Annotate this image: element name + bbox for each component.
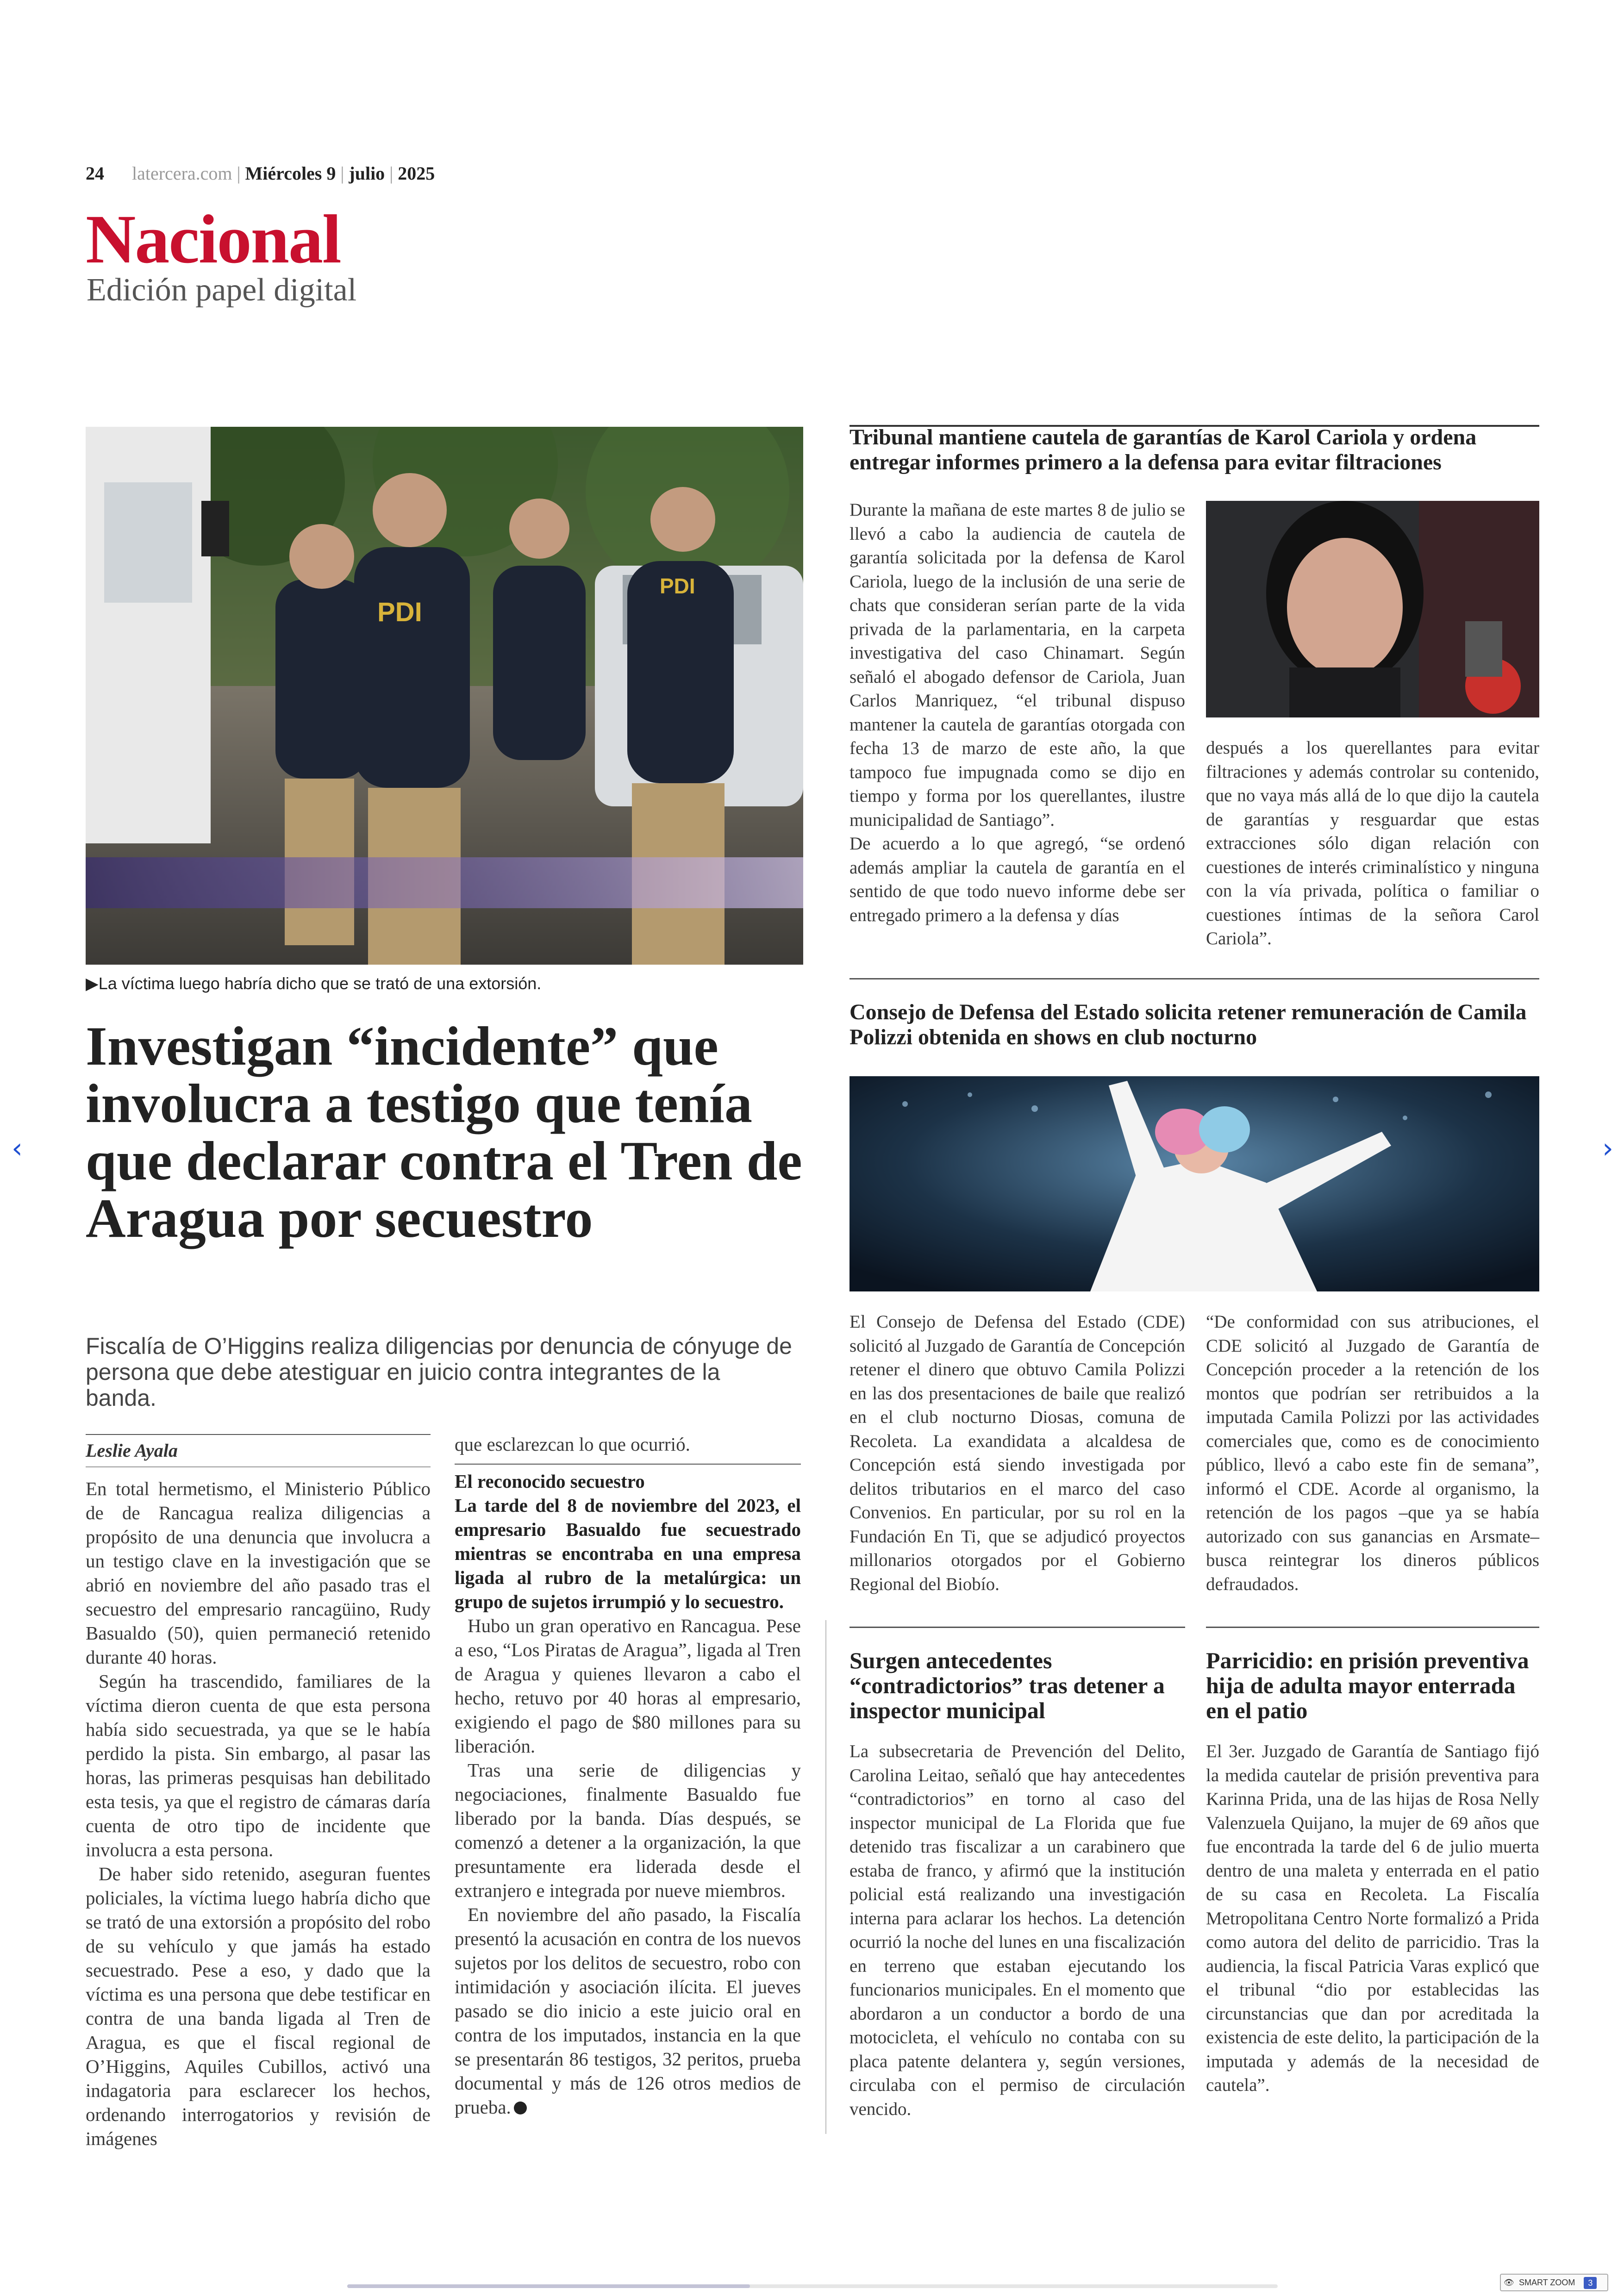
date-weekday: Miércoles 9	[245, 163, 336, 184]
main-subhead: El reconocido secuestro	[455, 1471, 645, 1492]
end-mark-icon	[514, 2102, 527, 2114]
parricidio-body	[1206, 1740, 1539, 2097]
chevron-right-icon: ›	[1602, 1132, 1613, 1165]
byline-rule-bottom	[86, 1466, 431, 1467]
main-col2-intro: que esclarezcan lo que ocurrió.	[455, 1434, 690, 1455]
parricidio-headline: Parricidio: en prisión preventiva hija de adulta mayor enterrada en el patio	[1206, 1647, 1529, 1723]
caption-text: La víctima luego habría dicho que se trató de una extorsión.	[98, 974, 542, 993]
cariola-photo	[1206, 501, 1539, 717]
cariola-paragraph: De acuerdo a lo que agregó, “se ordenó además ampliar la cautela de garantía en el sentido de que todo nuevo informe debe ser entregado primero a la defensa y días	[849, 834, 1185, 925]
cariola-paragraph-2: después a los querellantes para evitar filtraciones y además controlar su contenido, que no vaya más allá de lo que dijo la cautela de garantías y resguardar que estas extracciones sólo digan relación con cuestiones de interés criminalístico y ninguna con la vía privada, política o familiar o cuestiones íntimas de la señora Carol Cariola”.	[1206, 738, 1539, 948]
polizzi-photo	[849, 1076, 1539, 1291]
date-year: 2025	[398, 163, 435, 184]
main-headline: Investigan “incidente” que involucra a testigo que tenía que declarar contra el Tren de Aragua por secuestro	[86, 1015, 802, 1249]
main-story-column-2	[455, 1432, 801, 2119]
main-col2-paragraph: Hubo un gran operativo en Rancagua. Pese a eso, “Los Piratas de Aragua”, ligada al Tren de Aragua y quienes llevaron a cabo el hecho, retuvo por 40 horas al empresario, exigiendo el pago de $80 millones para su liberación.	[455, 1615, 801, 1757]
inspector-body	[849, 1740, 1185, 2121]
smart-zoom-control[interactable]	[1500, 2274, 1608, 2291]
portrait-image	[1206, 501, 1539, 717]
inspector-top-rule	[849, 1627, 1185, 1628]
page-number: 24	[86, 163, 104, 184]
smart-zoom-label: SMART ZOOM	[1519, 2278, 1575, 2287]
main-photo-caption	[86, 973, 541, 994]
cariola-paragraph: Durante la mañana de este martes 8 de julio se llevó a cabo la audiencia de cautela de garantía solicitada por la defensa de Karol Cariola, luego de la inclusión de una serie de chats que consideran serían parte de la vida privada de la parlamentaria, en la carpeta investigativa del caso Chinamart. Según señaló el abogado defensor de Cariola, Juan Carlos Manriquez, “el tribunal dispuso mantener la cautela de garantías otorgada con fecha 13 de marzo de este año, la que tampoco fue impugnada como se dijo en tiempo y forma por los querellantes, ilustre municipalidad de Santiago”.	[849, 500, 1185, 830]
polizzi-paragraph-2: “De conformidad con sus atribuciones, el CDE solicitó al Juzgado de Garantía de Concepción proceder a la retención de los montos que podrían ser retribuidos a la imputada Camila Polizzi por las actividades comerciales que, como es de conocimiento público, llevó a cabo este fin de semana”, informó el CDE. Acorde al organismo, la retención de los pagos –que ya se había autorizado con sus ganancias en Arsmate– busca reintegrar los dineros públicos defraudados.	[1206, 1312, 1539, 1594]
main-col2-last: En noviembre del año pasado, la Fiscalía presentó la acusación en contra de los nuevos sujetos por los delitos de secuestro, robo con intimidación y asociación ilícita. El jueves pasado se dio inicio a este juicio oral en contra de los imputados, instancia en la que se presentarán 86 testigos, 32 peritos, prueba documental y más de 126 otros medios de prueba.	[455, 1904, 801, 2118]
byline: Leslie Ayala	[86, 1440, 178, 1461]
main-story-column-1	[86, 1477, 431, 2151]
main-col1-paragraph: En total hermetismo, el Ministerio Público de de Rancagua realiza diligencias a propósito de una denuncia que involucra a un testigo clave en la investigación que se abrió en noviembre del año pasado tras el secuestro del empresario rancagüino, Rudy Basualdo (50), quien permaneció retenido durante 40 horas.	[86, 1478, 431, 1668]
column-divider	[825, 1620, 826, 2134]
vest-label-pdi: PDI	[377, 597, 422, 627]
main-col1-paragraph: De haber sido retenido, aseguran fuentes policiales, la víctima luego habría dicho que se trató de una extorsión a propósito del robo de su vehículo y que jamás ha estado secuestrado. Pese a eso, y dado que la víctima es una persona que debe testificar en contra de una banda ligada al Tren de Aragua, es que el fiscal regional de O’Higgins, Aquiles Cubillos, activó una indagatoria para esclarecer los hechos, ordenando interrogatorios y revisión de imágenes	[86, 1863, 431, 2149]
section-title: Nacional	[86, 201, 341, 278]
polizzi-headline: Consejo de Defensa del Estado solicita retener remuneración de Camila Polizzi obtenida en shows en club nocturno	[849, 1000, 1527, 1049]
main-col2-lead: La tarde del 8 de noviembre del 2023, el empresario Basualdo fue secuestrado mientras se encontraba en una empresa ligada al rubro de la metalúrgica: un grupo de sujetos irrumpió y lo secuestro.	[455, 1495, 801, 1612]
main-deck: Fiscalía de O’Higgins realiza diligencias por denuncia de cónyuge de persona que debe atestiguar en juicio contra integrantes de la banda.	[86, 1333, 792, 1411]
site-name: latercera.com	[132, 163, 232, 184]
police-scene-image	[86, 427, 803, 965]
byline-rule	[86, 1434, 431, 1435]
date-month: julio	[349, 163, 385, 184]
polizzi-top-rule	[849, 978, 1539, 979]
parricidio-paragraph: El 3er. Juzgado de Garantía de Santiago fijó la medida cautelar de prisión preventiva para Karinna Prida, una de las hijas de Rosa Nelly Valenzuela Quijano, la mujer de 69 años que fue encontrada la tarde del 6 de julio muerta dentro de una maleta y enterrada en el patio de su casa en Recoleta. La Fiscalía Metropolitana Centro Norte formalizó a Prida como autora del delito de parricidio. Tras la audiencia, la fiscal Patricia Varas explicó que el tribunal “dio por establecidas las circunstancias que dan por acreditada la existencia de este delito, la participación de la imputada y además de la necesidad de cautela”.	[1206, 1741, 1539, 2095]
folio-line: 24 latercera.com | Miércoles 9 | julio | 2025	[86, 163, 435, 184]
smart-zoom-value: 3	[1584, 2277, 1597, 2289]
vest-label-pdi-2: PDI	[660, 574, 695, 598]
polizzi-column-2	[1206, 1310, 1539, 1596]
polizzi-column-1	[849, 1310, 1185, 1596]
chevron-left-icon: ‹	[12, 1132, 23, 1165]
page-scrollbar[interactable]	[347, 2284, 1278, 2288]
parricidio-top-rule	[1206, 1627, 1539, 1628]
cariola-headline: Tribunal mantiene cautela de garantías de Karol Cariola y ordena entregar informes primero a la defensa para evitar filtraciones	[849, 425, 1477, 474]
main-col2-paragraph: Tras una serie de diligencias y negociaciones, finalmente Basualdo fue liberado por la banda. Días después, se comenzó a detener a la organización, la que presuntamente era liderada desde el extranjero e integrada por nueve miembros.	[455, 1759, 801, 1901]
main-col2-paragraph	[455, 1902, 801, 2119]
main-story-photo	[86, 427, 803, 965]
club-show-image	[849, 1076, 1539, 1291]
inspector-headline: Surgen antecedentes “contradictorios” tras detener a inspector municipal	[849, 1647, 1165, 1723]
inspector-paragraph: La subsecretaria de Prevención del Delito, Carolina Leitao, señaló que hay antecedentes “contradictorios” en torno al caso del inspector municipal de La Florida que fue detenido tras fiscalizar a un carabinero que estaba de franco, y afirmó que la institución policial está realizando una investigación interna para aclarar los hechos. La detención ocurrió la noche del lunes en una fiscalización en terreno que estaban ejecutando los funcionarios municipales. En el momento que abordaron a un conductor a bordo de una motocicleta, el vehículo no contaba con su placa patente delantera y, según versiones, circulaba con el permiso de circulación vencido.	[849, 1741, 1185, 2119]
eye-icon: 👁	[1504, 2278, 1514, 2287]
polizzi-paragraph: El Consejo de Defensa del Estado (CDE) solicitó al Juzgado de Garantía de Concepción retener el dinero que obtuvo Camila Polizzi en las dos presentaciones de baile que realizó en el club nocturno Diosas, comuna de Recoleta. La exandidata a alcaldesa de Concepción está siendo investigada por delitos tributarios en el marco del caso Convenios. En particular, por su rol en la Fundación En Ti, que se adjudicó proyectos millonarios otorgados por el Gobierno Regional del Biobío.	[849, 1312, 1185, 1594]
caption-arrow-icon: ▶	[86, 974, 99, 993]
subhead-rule	[455, 1464, 801, 1465]
main-col1-paragraph: Según ha trascendido, familiares de la víctima dieron cuenta de que esta persona había sido secuestrada, ya que se le había perdido la pista. Sin embargo, al pasar las horas, las primeras pesquisas han debilitado esta tesis, ya que el registro de cámaras daría cuenta de otro tipo de incidente que involucra a esta persona.	[86, 1671, 431, 1860]
edition-label: Edición papel digital	[87, 272, 357, 308]
next-page-button[interactable]	[1596, 1132, 1619, 1165]
cariola-column-2	[1206, 736, 1539, 951]
page-scrollbar-thumb[interactable]	[347, 2284, 750, 2288]
cariola-column-1	[849, 498, 1185, 927]
previous-page-button[interactable]	[6, 1132, 29, 1165]
